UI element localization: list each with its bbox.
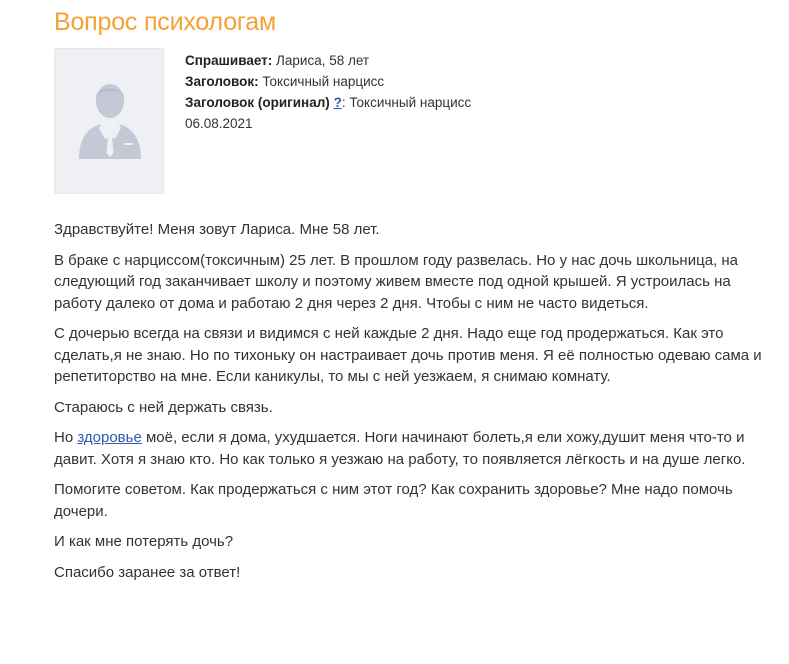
paragraph bbox=[54, 427, 766, 470]
question-date: 06.08.2021 bbox=[185, 116, 253, 131]
paragraph: В браке с нарциссом(токсичным) 25 лет. В прошлом году развелась. Но у нас дочь школьница, на следующий год заканчивает школу и поэтому живем вместе под одной крышей. Я устроилась на работу далеко от дома и работаю 2 дня через 2 дня. Чтобы с ним не часто видеться. bbox=[54, 251, 738, 312]
question-body bbox=[54, 219, 766, 592]
author-label: Спрашивает: bbox=[185, 53, 273, 68]
original-title-colon: : bbox=[341, 95, 346, 110]
original-title-label: Заголовок (оригинал) bbox=[185, 95, 330, 110]
question-meta bbox=[185, 50, 471, 134]
title-line bbox=[185, 71, 471, 92]
author-value: Лариса, 58 лет bbox=[276, 53, 370, 68]
user-silhouette-icon bbox=[75, 81, 145, 161]
avatar bbox=[54, 48, 164, 194]
health-link[interactable]: здоровье bbox=[77, 429, 142, 446]
paragraph: Стараюсь с ней держать связь. bbox=[54, 398, 273, 416]
paragraph: И как мне потерять дочь? bbox=[54, 533, 234, 550]
paragraph: С дочерью всегда на связи и видимся с ней каждые 2 дня. Надо еще год продержаться. Как это сделать,я не знаю. Но по тихоньку он настраивает дочь против меня. Я её полностью одеваю сама и репетиторство на мне. Если каникулы, то мы с ней уезжаем, я снимаю комнату. bbox=[54, 325, 762, 385]
paragraph: Здравствуйте! Меня зовут Лариса. Мне 58 лет. bbox=[54, 221, 380, 238]
paragraph: Помогите советом. Как продержаться с ним этот год? Как сохранить здоровье? Мне надо помочь дочери. bbox=[54, 481, 733, 520]
page-title: Вопрос психологам bbox=[54, 8, 276, 36]
title-value: Токсичный нарцисс bbox=[262, 74, 385, 89]
author-line bbox=[185, 50, 471, 71]
paragraph-text: моё, если я дома, ухудшается. Ноги начинают болеть,я ели хожу,душит меня что-то и давит. Хотя я знаю кто. Но как только я уезжаю на работу, то появляется лёгкость и на душе легко. bbox=[54, 429, 746, 468]
original-title-value: Токсичный нарцисс bbox=[349, 95, 472, 110]
help-link[interactable]: ? bbox=[333, 95, 342, 110]
original-title-line bbox=[185, 92, 471, 113]
paragraph-text: Но bbox=[54, 429, 78, 446]
title-label: Заголовок: bbox=[185, 74, 259, 89]
paragraph: Спасибо заранее за ответ! bbox=[54, 563, 241, 581]
